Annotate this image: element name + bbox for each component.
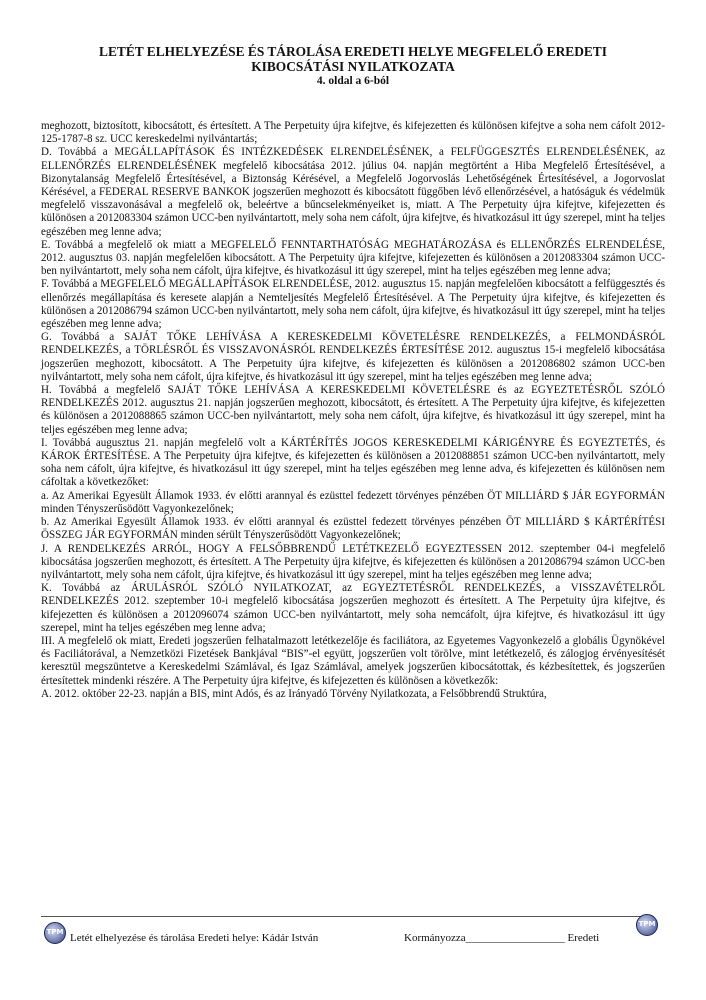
page-indicator: 4. oldal a 6-ból [316,75,390,87]
footer-divider [41,916,641,917]
document-body [41,120,665,701]
seal-logo-icon: TPM [636,914,658,936]
paragraph-i-b: b. Az Amerikai Egyesült Államok 1933. év előtti arannyal és ezüsttel fedezett törvényes pénzében ÖT MILLIÁRD $ KÁRTÉRÍTÉSI ÖSSZEG JÁR EGYFORMÁN minden sérült Tényszerűsödött Vagyonkezelőnek; [41,516,665,542]
paragraph-k: K. Továbbá az ÁRULÁSRÓL SZÓLÓ NYILATKOZAT, az EGYEZTETÉSRŐL RENDELKEZÉS, a VISSZAVÉTELRŐL RENDELKEZÉS 2012. szeptember 10-i megfelelő kibocsátása jogszerűen meghozott és értesített. A The Perpetuity újra kifejtve, és kifejezetten és különösen a 2012096074 számon UCC-ben nyilvántartott, mely soha nemcáfolt, újra kifejtve, és hivatkozásul itt úgy szerepel, mint ha teljes egészében meg lenne adva; [41,582,665,634]
paragraph-h: H. Továbbá a megfelelő SAJÁT TŐKE LEHÍVÁSA A KERESKEDELMI KÖVETELÉSRE és az EGYEZTETÉSRŐL SZÓLÓ RENDELKEZÉS 2012. augusztus 21. napján jogszerűen meghozott, kibocsátott, és értesített. A The Perpetuity újra kifejtve, és kifejezetten és különösen a 2012088865 számon UCC-ben nyilvántartott, mely soha nem cáfolt, újra kifejtve, és hivatkozásul itt úgy szerepel, mint ha teljes egészében meg lenne adva; [41,384,665,436]
paragraph-iii-a: A. 2012. október 22-23. napján a BIS, mint Adós, és az Irányadó Törvény Nyilatkozata, a Felsőbbrendű Struktúra, [41,687,547,700]
paragraph-g: G. Továbbá a SAJÁT TŐKE LEHÍVÁSA A KERESKEDELMI KÖVETELÉSRE RENDELKEZÉS, a FELMONDÁSRÓL RENDELKEZÉS, a TÖRLÉSRŐL ÉS VISSZAVONÁSRÓL RENDELKEZÉS ÉRTESÍTÉSE 2012. augusztus 15-i megfelelő kibocsátása jogszerűen meghozott, kibocsátott. A The Perpetuity újra kifejtve, és kifejezetten és különösen a 2012086802 számon UCC-ben nyilvántartott, mely soha nem cáfolt, újra kifejtve, és hivatkozásul itt úgy szerepel, mint ha teljes egészében meg lenne adva; [41,331,665,383]
document-header [40,44,666,88]
seal-logo-icon: TPM [44,922,66,944]
paragraph-j: J. A RENDELKEZÉS ARRÓL, HOGY A FELSŐBBRENDŰ LETÉTKEZELŐ EGYEZTESSEN 2012. szeptember 04-i megfelelő kibocsátása jogszerűen meghozott, és értesített. A The Perpetuity újra kifejtve, és kifejezetten és különösen a 2012086794 számon UCC-ben nyilvántartott, mely soha nem cáfolt, újra kifejtve, és hivatkozásul itt úgy szerepel, mint ha teljes egészében meg lenne adva; [41,542,665,581]
document-title-line-2: KIBOCSÁTÁSI NYILATKOZATA [251,59,455,74]
paragraph-e: E. Továbbá a megfelelő ok miatt a MEGFELELŐ FENNTARTHATÓSÁG MEGHATÁROZÁSA és ELLENŐRZÉS ELRENDELÉSE, 2012. augusztus 03. napján megfelelően kibocsátott. A The Perpetuity újra kifejtve, kifejezetten és különösen a 2012083304 számon UCC-ben nyilvántartott, mely soha nem cáfolt, újra kifejtve, és hivatkozásul itt úgy szerepel, mint ha teljes egészében meg lenne adva; [41,238,665,278]
paragraph-i: I. Továbbá augusztus 21. napján megfelelő volt a KÁRTÉRÍTÉS JOGOS KERESKEDELMI KÁRIGÉNYRE ÉS EGYEZTETÉS, és KÁROK ÉRTESÍTÉSE. A The Perpetuity újra kifejtve, és kifejezetten és különösen a 2012088851 számon UCC-ben nyilvántartott, mely soha nem cáfolt, újra kifejtve, és hivatkozásul itt úgy szerepel, mint ha teljes egészében meg lenne adva, és kifejezetten és különösen nem cáfoltak a következőket: [41,436,665,489]
paragraph-i-a: a. Az Amerikai Egyesült Államok 1933. év előtti arannyal és ezüsttel fedezett törvényes pénzében ÖT MILLIÁRD $ JÁR EGYFORMÁN minden Tényszerűsödött Vagyonkezelőnek; [41,489,665,515]
paragraph-f: F. Továbbá a MEGFELELŐ MEGÁLLAPÍTÁSOK ELRENDELÉSE, 2012. augusztus 15. napján megfelelően kibocsátott a felfüggesztés és ellenőrzés megállapítása és keresete alapján a Nemteljesítés Megfelelő Értesítésével. A The Perpetuity újra kifejtve, és kifejezetten és különösen a 2012086794 számon UCC-ben nyilvántartott, mely soha nem cáfolt, újra kifejtve, és hivatkozásul itt úgy szerepel, mint ha teljes egészében meg lenne adva; [41,278,665,331]
paragraph-iii: III. A megfelelő ok miatt, Eredeti jogszerűen felhatalmazott letétkezelője és faciliátora, az Egyetemes Vagyonkezelő a globális Ügynökével és Faciliátorával, a Nemzetközi Fizetések Bankjával “BIS”-el együtt, jogszerűen volt törölve, mint letétkezelő, és zálogjog érvényesítését keresztül megszüntetve a Kereskedelmi Számlával, és Igaz Számlával, amelyek jogszerűen kibocsátottak, és kézbesítettek, és jogszerűen értesítettek mindenki részére. A The Perpetuity újra kifejtve, és kifejezetten és különösen a következők: [41,634,665,687]
document-title-line-1: LETÉT ELHELYEZÉSE ÉS TÁROLÁSA EREDETI HELYE MEGFELELŐ EREDETI [99,44,607,59]
footer-left-text: Letét elhelyezése és tárolása Eredeti helye: Kádár István [70,932,319,944]
footer-right-text: Kormányozza__________________ Eredeti [404,932,600,944]
paragraph-continuation: meghozott, biztosított, kibocsátott, és értesített. A The Perpetuity újra kifejtve, és kifejezetten és különösen kifejtve a soha nem cáfolt 2012-125-1787-8 sz. UCC kereskedelmi nyilvántartás; [41,120,665,146]
paragraph-d: D. Továbbá a MEGÁLLAPÍTÁSOK ÉS INTÉZKEDÉSEK ELRENDELÉSÉNEK, a FELFÜGGESZTÉS ELRENDELÉSÉNEK, az ELLENŐRZÉS ELRENDELÉSÉNEK megfelelő kibocsátása 2012. július 04. napján megtörtént a Hiba Megfelelő Értesítésével, a Bizonytalanság Megfelelő Értesítésével, a Biztonság Kérésével, a Megfelelő Jogorvoslás Lehetőségének Értesítésével, a Jogorvoslat Kérésével, a FEDERAL RESERVE BANKOK jogszerűen meghozott és kibocsátott függőben lévő ellenőrzésével, a hatóságuk és védelmük megfelelő visszavonásával a megfelelő ok, beleértve a bűncselekményeiket is, miatt. A The Perpetuity újra kifejtve, kifejezetten és különösen a 2012083304 számon UCC-ben nyilvántartott, mely soha nem cáfolt, újra kifejtve, és hivatkozásul itt úgy szerepel, mint ha teljes egészében meg lenne adva; [41,146,665,238]
